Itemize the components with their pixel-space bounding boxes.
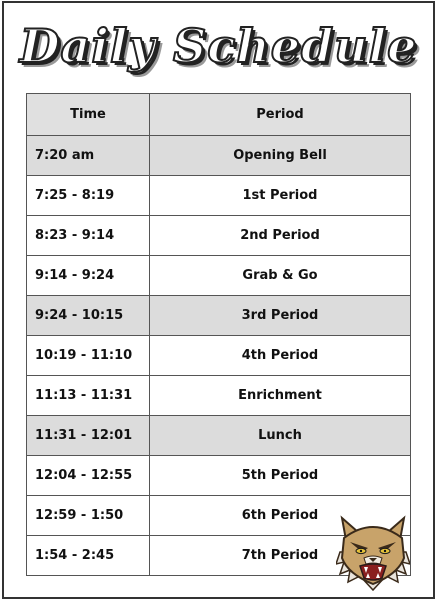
period-cell: 5th Period [150, 456, 411, 496]
wildcat-mascot-icon [336, 512, 410, 594]
time-cell: 12:59 - 1:50 [27, 496, 150, 536]
time-cell: 9:14 - 9:24 [27, 256, 150, 296]
period-cell: 7th Period [150, 536, 411, 576]
period-cell: 1st Period [150, 176, 411, 216]
time-cell: 11:31 - 12:01 [27, 416, 150, 456]
period-cell: Grab & Go [150, 256, 411, 296]
table-row [27, 336, 411, 376]
table-row [27, 456, 411, 496]
column-header-period: Period [150, 94, 411, 136]
time-cell: 7:25 - 8:19 [27, 176, 150, 216]
time-cell: 1:54 - 2:45 [27, 536, 150, 576]
column-header-time: Time [27, 94, 150, 136]
table-row [27, 136, 411, 176]
time-cell: 8:23 - 9:14 [27, 216, 150, 256]
period-cell: Opening Bell [150, 136, 411, 176]
table-header-row [27, 94, 411, 136]
table-row [27, 296, 411, 336]
time-cell: 7:20 am [27, 136, 150, 176]
schedule-table [26, 93, 411, 576]
period-cell: Lunch [150, 416, 411, 456]
table-row [27, 216, 411, 256]
time-cell: 9:24 - 10:15 [27, 296, 150, 336]
table-row [27, 376, 411, 416]
table-row [27, 176, 411, 216]
time-cell: 12:04 - 12:55 [27, 456, 150, 496]
period-cell: 2nd Period [150, 216, 411, 256]
period-cell: 4th Period [150, 336, 411, 376]
time-cell: 11:13 - 11:31 [27, 376, 150, 416]
period-cell: 6th Period [150, 496, 411, 536]
time-cell: 10:19 - 11:10 [27, 336, 150, 376]
page-title: Daily Schedule [19, 19, 418, 73]
period-cell: 3rd Period [150, 296, 411, 336]
period-cell: Enrichment [150, 376, 411, 416]
table-row [27, 416, 411, 456]
table-row [27, 256, 411, 296]
